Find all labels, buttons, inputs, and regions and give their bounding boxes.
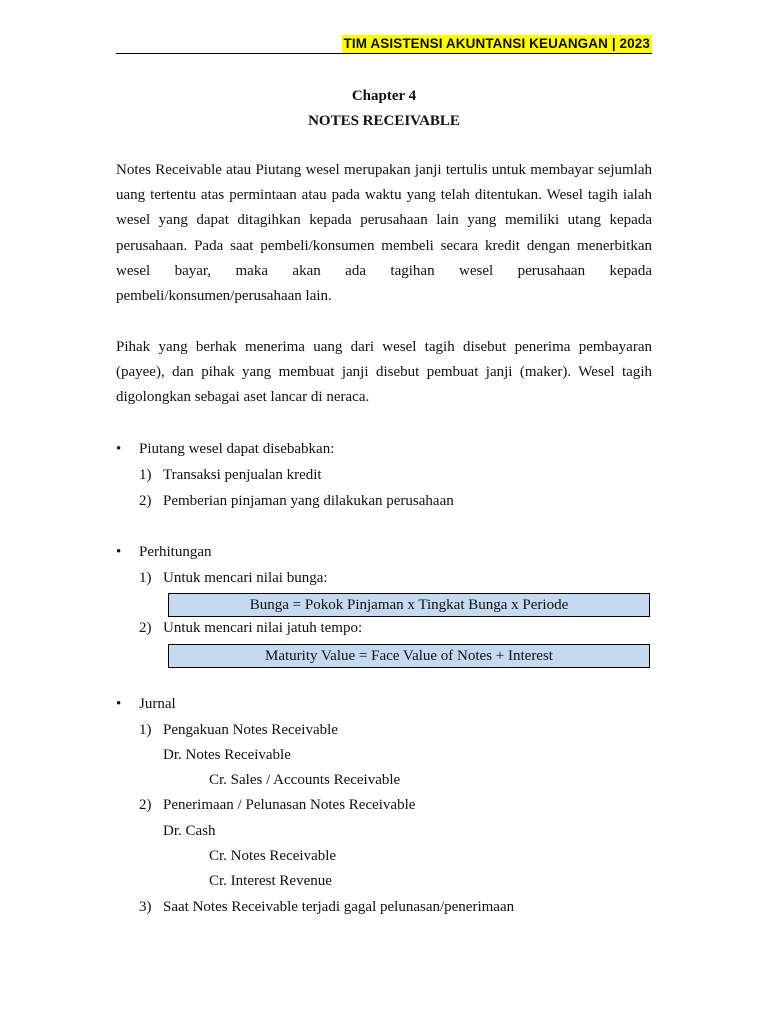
page-header: [116, 33, 652, 55]
list-item: Penerimaan / Pelunasan Notes Receivable: [163, 797, 416, 813]
list-item: Pengakuan Notes Receivable: [163, 722, 338, 738]
list-item: Transaksi penjualan kredit: [163, 467, 322, 483]
list-number: 1): [139, 570, 152, 586]
journal-debit: Dr. Notes Receivable: [163, 747, 291, 763]
list-number: 2): [139, 797, 152, 813]
journal-debit: Dr. Cash: [163, 823, 216, 839]
list-number: 2): [139, 620, 152, 636]
list-number: 1): [139, 467, 152, 483]
section-heading-calculation: Perhitungan: [139, 544, 212, 560]
section-heading-causes: Piutang wesel dapat disebabkan:: [139, 441, 335, 457]
list-number: 2): [139, 493, 152, 509]
intro-paragraph-2: Pihak yang berhak menerima uang dari wesel tagih disebut penerima pembayaran (payee), dan pihak yang membuat janji disebut pembuat janji (maker). Wesel tagih digolongkan sebagai aset lancar di neraca.: [116, 339, 652, 406]
intro-paragraph-1: Notes Receivable atau Piutang wesel merupakan janji tertulis untuk membayar sejumlah uang tertentu atas permintaan atau pada waktu yang telah ditentukan. Wesel tagih ialah wesel yang dapat ditagihkan kepada perusahaan lain yang memiliki utang kepada perusahaan. Pada saat pembeli/konsumen membeli secara kredit dengan menerbitkan wesel bayar, maka akan ada tagihan wesel perusahaan kepada pembeli/konsumen/perusahaan lain.: [116, 162, 652, 305]
journal-credit: Cr. Sales / Accounts Receivable: [209, 772, 401, 788]
list-item: Untuk mencari nilai jatuh tempo:: [163, 620, 363, 636]
section-heading-journal: Jurnal: [139, 696, 176, 712]
list-number: 3): [139, 899, 152, 915]
journal-credit: Cr. Notes Receivable: [209, 848, 337, 864]
formula-box-maturity: Maturity Value = Face Value of Notes + Interest: [168, 644, 650, 668]
list-number: 1): [139, 722, 152, 738]
chapter-number: Chapter 4: [351, 88, 417, 104]
list-item: Saat Notes Receivable terjadi gagal pelunasan/penerimaan: [163, 899, 515, 915]
chapter-title: NOTES RECEIVABLE: [308, 113, 460, 129]
list-item: Untuk mencari nilai bunga:: [163, 570, 328, 586]
bullet-icon: •: [116, 441, 122, 457]
bullet-icon: •: [116, 696, 122, 712]
header-rule: [116, 53, 652, 54]
bullet-icon: •: [116, 544, 122, 560]
formula-box-interest: Bunga = Pokok Pinjaman x Tingkat Bunga x Periode: [168, 593, 650, 617]
header-title: TIM ASISTENSI AKUNTANSI KEUANGAN | 2023: [343, 36, 650, 51]
list-item: Pemberian pinjaman yang dilakukan perusahaan: [163, 493, 454, 509]
journal-credit: Cr. Interest Revenue: [209, 873, 332, 889]
